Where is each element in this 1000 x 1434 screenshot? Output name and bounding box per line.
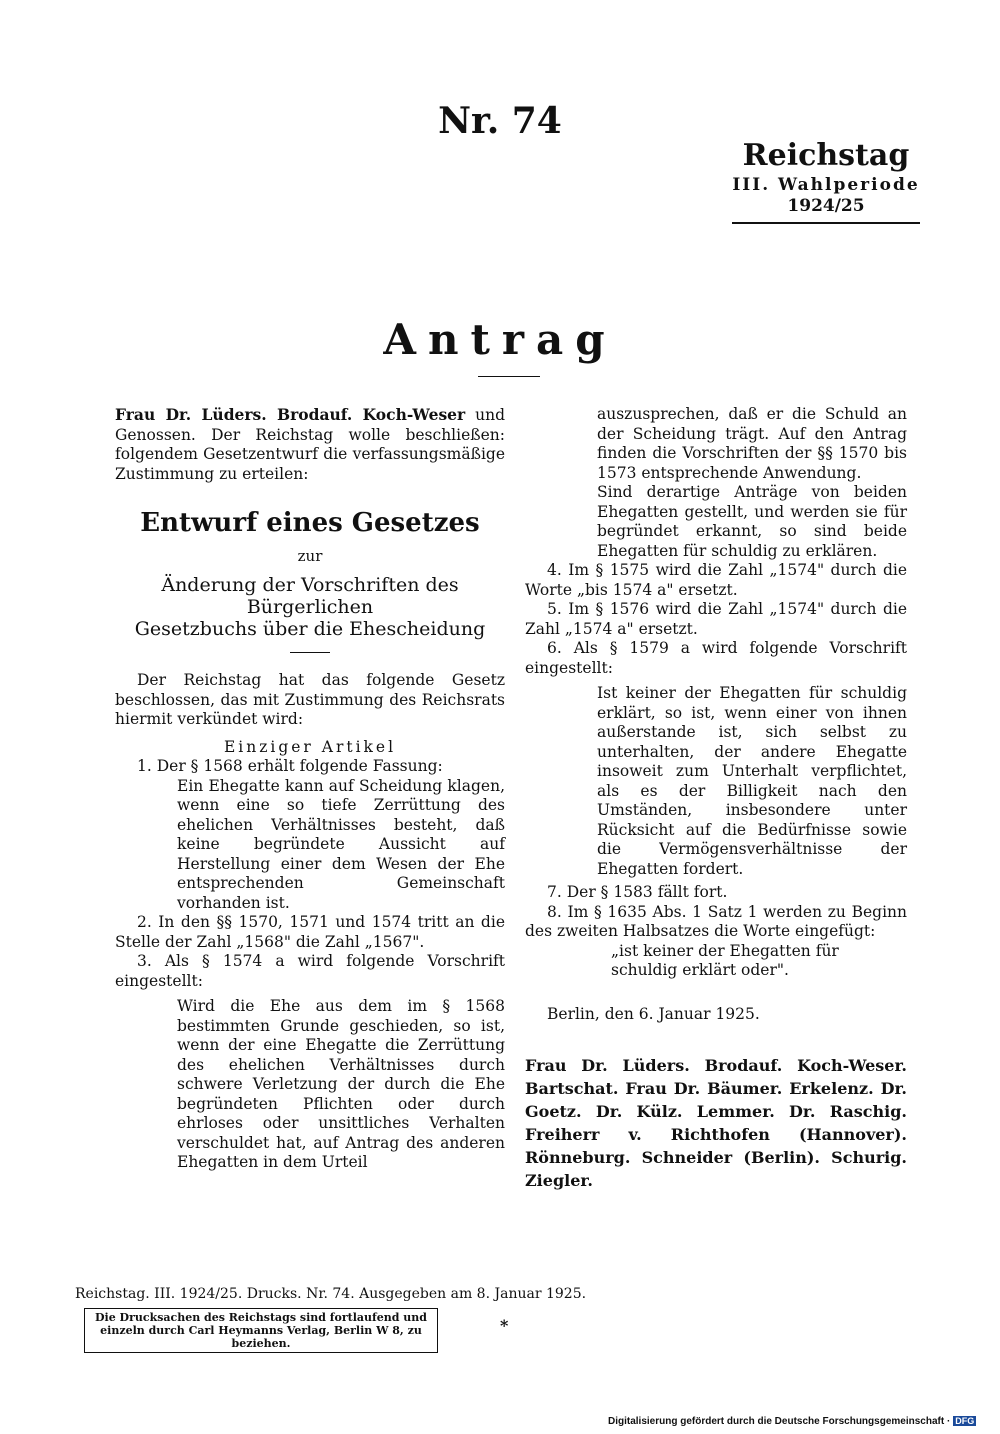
item-7: 7. Der § 1583 fällt fort.	[547, 883, 728, 901]
item-1-quote: Ein Ehegatte kann auf Scheidung klagen, wenn eine so tiefe Zerrüttung des ehelichen Verhältnisses besteht, daß keine begründete Aussicht auf Herstellung einer dem Wesen der Ehe entsprechenden Gemeinschaft vorhanden ist.	[177, 776, 505, 912]
dfg-credit	[608, 1416, 976, 1427]
header-rule	[732, 222, 920, 224]
item-5: 5. Im § 1576 wird die Zahl „1574" durch die Zahl „1574 a" ersetzt.	[525, 600, 907, 638]
draft-subtitle-2: Gesetzbuchs über die Ehescheidung	[134, 618, 486, 640]
right-column	[525, 405, 907, 1192]
item-3: 3. Als § 1574 a wird folgende Vorschrift eingestellt:	[115, 952, 505, 990]
intro-text: und Genossen. Der Reichstag wolle beschließen: folgendem Gesetzentwurf die verfassungsmäßige Zustimmung zu erteilen:	[115, 406, 505, 483]
artikel-heading: Einziger Artikel	[223, 737, 397, 756]
item-1: 1. Der § 1568 erhält folgende Fassung:	[137, 757, 443, 775]
item-3-quote-cont: auszusprechen, daß er die Schuld an der Scheidung trägt. Auf den Antrag finden die Vorschriften der §§ 1570 bis 1573 entsprechende Anwendung.	[597, 405, 907, 482]
intro-names: Frau Dr. Lüders. Brodauf. Koch-Weser	[115, 405, 466, 424]
draft-subtitle-1: Änderung der Vorschriften des Bürgerlichen	[161, 574, 459, 618]
dfg-logo: DFG	[955, 1416, 975, 1426]
item-3-quote: Wird die Ehe aus dem im § 1568 bestimmten Grunde geschieden, so ist, wenn der eine Ehegatte die Zerrüttung des ehelichen Verhältnisses durch schwere Verletzung der durch die Ehe begründeten Pflichten oder durch ehrloses oder unsittliches Verhalten verschuldet hat, auf Antrag des anderen Ehegatten in dem Urteil	[177, 997, 505, 1171]
item-2: 2. In den §§ 1570, 1571 und 1574 tritt an die Stelle der Zahl „1568" die Zahl „1567".	[115, 913, 505, 951]
item-4: 4. Im § 1575 wird die Zahl „1574" durch die Worte „bis 1574 a" ersetzt.	[525, 561, 907, 599]
item-6: 6. Als § 1579 a wird folgende Vorschrift eingestellt:	[525, 639, 907, 677]
date-line: Berlin, den 6. Januar 1925.	[547, 1004, 760, 1023]
item-8-quote: „ist keiner der Ehegatten für schuldig erklärt oder".	[611, 941, 839, 979]
draft-title: Entwurf eines Gesetzes	[140, 508, 480, 538]
item-6-quote: Ist keiner der Ehegatten für schuldig erklärt, so ist, wenn einer von ihnen außerstande ist, sich selbst zu unterhalten, der andere Ehegatte insoweit zum Unterhalt verpflichtet, als es der Billigkeit nach den Umständen, insbesondere unter Rücksicht auf die Bedürfnisse sowie die Vermögensverhältnisse der Ehegatten fordert.	[597, 684, 907, 878]
footer-box: Die Drucksachen des Reichstags sind fortlaufend und einzeln durch Carl Heymanns Verlag, Berlin W 8, zu beziehen.	[84, 1308, 438, 1353]
reichstag-label: Reichstag	[742, 138, 910, 173]
item-3-quote-cont2: Sind derartige Anträge von beiden Ehegatten gestellt, und werden sie für begründet erkannt, so sind beide Ehegatten für schuldig zu erklären.	[597, 483, 907, 560]
years-label: 1924/25	[787, 196, 865, 216]
draft-zur: zur	[297, 547, 323, 565]
left-column	[115, 405, 505, 1173]
document-title: Antrag	[383, 315, 617, 364]
item-8: 8. Im § 1635 Abs. 1 Satz 1 werden zu Beginn des zweiten Halbsatzes die Worte eingefügt:	[525, 902, 907, 940]
title-rule	[478, 376, 540, 377]
wahlperiode-label: III. Wahlperiode	[732, 175, 920, 195]
footer-line: Reichstag. III. 1924/25. Drucks. Nr. 74. Ausgegeben am 8. Januar 1925.	[75, 1286, 587, 1302]
draft-rule	[290, 652, 330, 653]
reichstag-header	[728, 138, 924, 224]
intro-paragraph	[115, 405, 505, 484]
footer-star: *	[500, 1316, 509, 1335]
preamble: Der Reichstag hat das folgende Gesetz beschlossen, das mit Zustimmung des Reichsrats hiermit verkündet wird:	[115, 671, 505, 728]
dfg-credit-text: Digitalisierung gefördert durch die Deutsche Forschungsgemeinschaft ·	[608, 1416, 951, 1427]
document-number: Nr. 74	[438, 100, 562, 142]
signatures: Frau Dr. Lüders. Brodauf. Koch-Weser. Bartschat. Frau Dr. Bäumer. Erkelenz. Dr. Goetz. Dr. Külz. Lemmer. Dr. Raschig. Freiherr v. Richthofen (Hannover). Rönneburg. Schneider (Berlin). Schurig. Ziegler.	[525, 1056, 907, 1190]
